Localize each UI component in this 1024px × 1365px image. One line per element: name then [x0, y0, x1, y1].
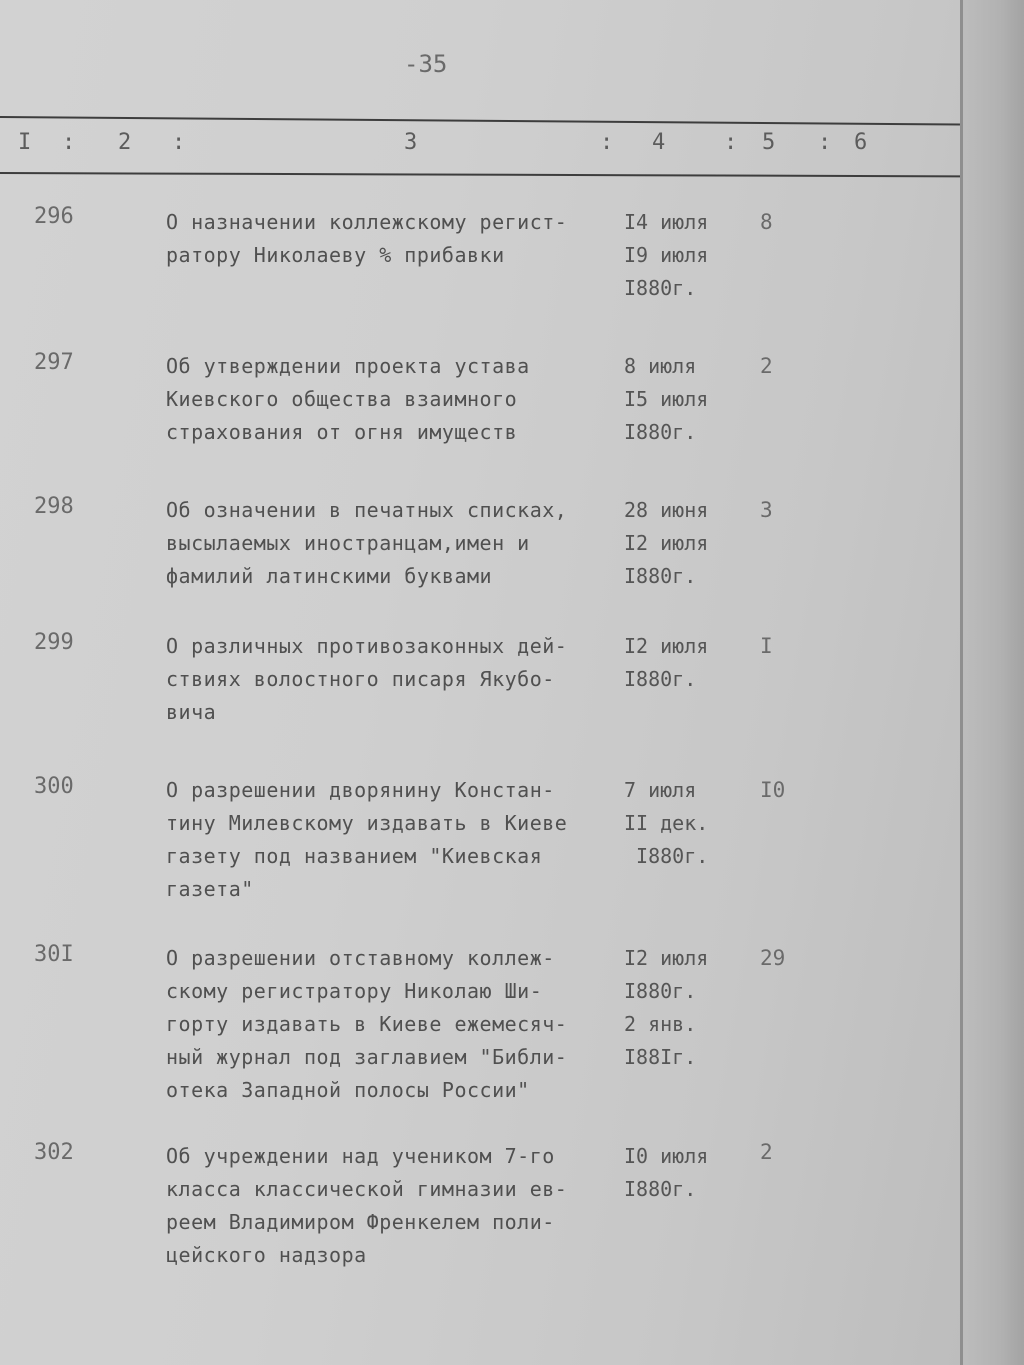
entry-text-line: Об учреждении над учеником 7-го: [166, 1144, 555, 1168]
column-header-3: 3: [404, 130, 418, 155]
entry-text-line: Киевского общества взаимного: [166, 387, 518, 411]
entry-title: [166, 206, 616, 272]
entry-date-line: I880г.: [624, 667, 697, 691]
entry-number: 298: [34, 494, 74, 519]
entry-date-line: I880г.: [624, 844, 709, 868]
entry-text-line: горту издавать в Киеве ежемесяч-: [166, 1012, 568, 1036]
entry-date-line: I88Iг.: [624, 1045, 697, 1069]
entry-page-count: I0: [760, 778, 786, 802]
entry-title: [166, 774, 616, 906]
entry-date-line: I880г.: [624, 276, 697, 300]
entry-date-line: I5 июля: [624, 387, 709, 411]
entry-date-line: I880г.: [624, 979, 697, 1003]
entry-title: [166, 630, 616, 729]
entry-dates: [624, 1140, 734, 1206]
entry-title: [166, 942, 616, 1107]
entry-text-line: ствиях волостного писаря Якубо-: [166, 667, 555, 691]
page-number: -35: [404, 50, 448, 78]
column-header-6: 6: [854, 130, 868, 155]
entry-text-line: Об утверждении проекта устава: [166, 354, 530, 378]
entry-text-line: О разрешении отставному коллеж-: [166, 946, 555, 970]
entry-text-line: О разрешении дворянину Констан-: [166, 778, 555, 802]
underlying-page-edge: [962, 0, 1024, 1365]
entry-number: 300: [34, 774, 74, 799]
entry-text-line: фамилий латинскими буквами: [166, 564, 493, 588]
entry-date-line: I880г.: [624, 564, 697, 588]
entry-text-line: класса классической гимназии ев-: [166, 1177, 568, 1201]
entry-text-line: цейского надзора: [166, 1243, 367, 1267]
entry-number: 297: [34, 350, 74, 375]
entry-page-count: I: [760, 634, 773, 658]
sheet-edge-shadow: [960, 0, 963, 1365]
entry-date-line: I2 июля: [624, 634, 709, 658]
entry-date-line: II дек.: [624, 811, 709, 835]
entry-dates: [624, 350, 734, 449]
column-header-1: I: [18, 130, 32, 155]
entry-text-line: тину Милевскому издавать в Киеве: [166, 811, 568, 835]
entry-text-line: высылаемых иностранцам,имен и: [166, 531, 530, 555]
entry-page-count: 2: [760, 354, 773, 378]
entry-number: 296: [34, 204, 74, 229]
entry-date-line: I2 июля: [624, 946, 709, 970]
entry-date-line: I0 июля: [624, 1144, 709, 1168]
entry-number: 299: [34, 630, 74, 655]
entry-number: 302: [34, 1140, 74, 1165]
entry-date-line: I4 июля: [624, 210, 709, 234]
entry-number: 30I: [34, 942, 74, 967]
entry-title: [166, 350, 616, 449]
entry-date-line: I9 июля: [624, 243, 709, 267]
entry-page-count: 29: [760, 946, 786, 970]
header-top-rule: [0, 116, 960, 126]
entry-dates: [624, 942, 734, 1074]
entry-text-line: Об означении в печатных списках,: [166, 498, 568, 522]
column-separator: :: [62, 130, 76, 155]
entry-text-line: скому регистратору Николаю Ши-: [166, 979, 543, 1003]
entry-dates: [624, 630, 734, 696]
column-separator: :: [600, 130, 614, 155]
column-separator: :: [724, 130, 738, 155]
entry-date-line: I2 июля: [624, 531, 709, 555]
entry-title: [166, 1140, 616, 1272]
entry-date-line: 8 июля: [624, 354, 697, 378]
entry-text-line: страхования от огня имуществ: [166, 420, 518, 444]
column-header-4: 4: [652, 130, 666, 155]
entry-text-line: отека Западной полосы России": [166, 1078, 530, 1102]
entry-date-line: 2 янв.: [624, 1012, 697, 1036]
entry-date-line: I880г.: [624, 1177, 697, 1201]
entry-dates: [624, 774, 734, 873]
entry-dates: [624, 494, 734, 593]
column-header-2: 2: [118, 130, 132, 155]
entry-page-count: 2: [760, 1140, 773, 1164]
column-separator: :: [818, 130, 832, 155]
entry-text-line: газета": [166, 877, 254, 901]
entry-date-line: I880г.: [624, 420, 697, 444]
header-bottom-rule: [0, 172, 960, 177]
entry-text-line: реем Владимиром Френкелем поли-: [166, 1210, 555, 1234]
entry-text-line: О различных противозаконных дей-: [166, 634, 568, 658]
entry-text-line: О назначении коллежскому регист-: [166, 210, 568, 234]
column-header-5: 5: [762, 130, 776, 155]
column-separator: :: [172, 130, 186, 155]
entry-dates: [624, 206, 734, 305]
entry-title: [166, 494, 616, 593]
entry-page-count: 3: [760, 498, 773, 522]
entry-date-line: 28 июня: [624, 498, 709, 522]
entry-text-line: вича: [166, 700, 217, 724]
entry-page-count: 8: [760, 210, 773, 234]
entry-text-line: ратору Николаеву % прибавки: [166, 243, 505, 267]
entry-text-line: ный журнал под заглавием "Библи-: [166, 1045, 568, 1069]
entry-date-line: 7 июля: [624, 778, 697, 802]
entry-text-line: газету под названием "Киевская: [166, 844, 543, 868]
